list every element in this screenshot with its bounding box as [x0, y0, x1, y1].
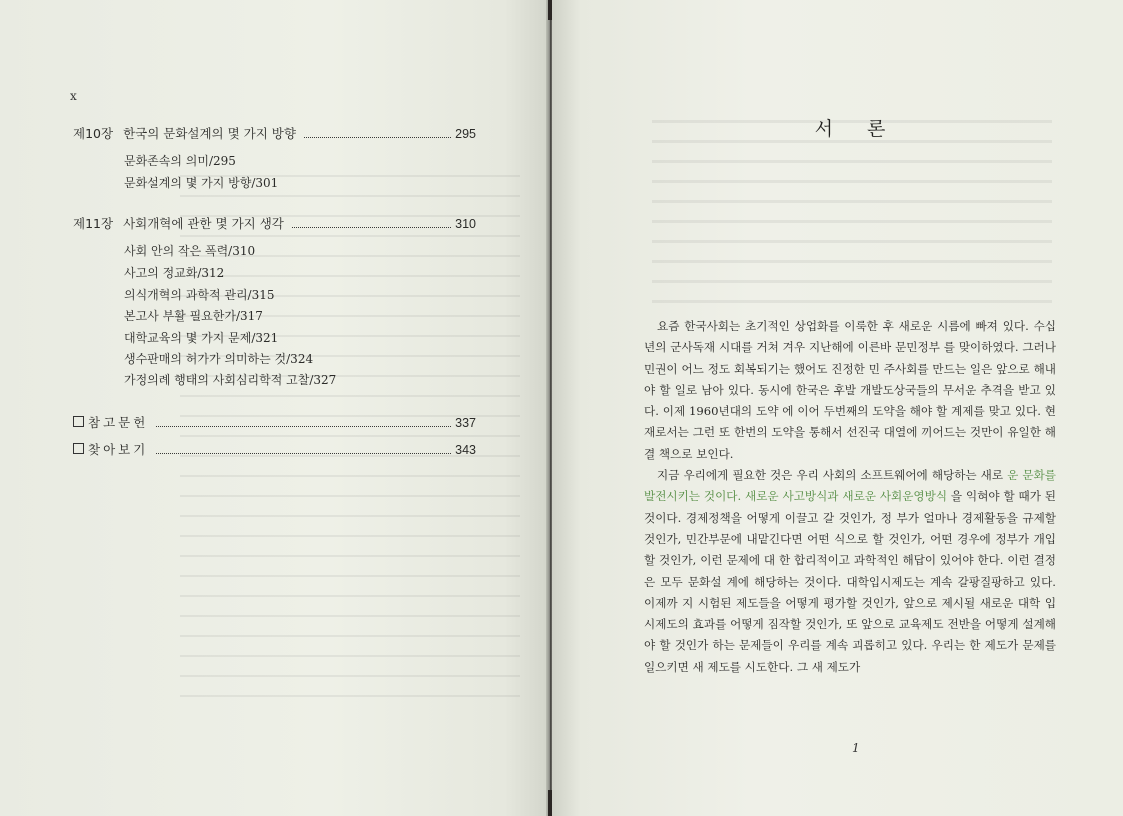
paragraph: [644, 465, 1056, 678]
appendix-page-number: 343: [455, 443, 476, 457]
text-line: 지금 우리에게 필요한 것은 우리 사회의 소프트웨어에 해당하는 새로: [657, 468, 1004, 483]
toc-section: 대학교육의 몇 가지 문제/321: [124, 331, 279, 345]
chapter-number: 제10장: [73, 126, 114, 141]
toc-section: 사회 안의 작은 폭력/310: [124, 244, 256, 258]
text-line: 요즘 한국사회는 초기적인 상업화를 이룩한 후 새로운 시름에 빠져: [657, 319, 998, 333]
page-number: 1: [852, 741, 860, 755]
paragraph: [644, 316, 1056, 465]
toc-section: 문화설계의 몇 가지 방향/301: [124, 176, 279, 190]
text-line: 주사회를 만드는 일은 앞으로 해내야 할 일로 남아 있다. 동시에 한국은: [644, 361, 1056, 397]
chapter-title: 사회개혁에 관한 몇 가지 생각: [123, 216, 284, 231]
toc-index: [73, 440, 476, 458]
toc-section: 생수판매의 허가가 의미하는 것/324: [124, 352, 314, 366]
dot-leader: [304, 137, 451, 138]
chapter-number: 제11장: [73, 216, 114, 231]
text-line: 있다. 수십 년의 군사독재 시대를 거쳐 겨우 지난해에 이른바 문민정부: [644, 319, 1056, 355]
text-line: 우리는 한 제도가 문제를 일으키면 새 제도를 시도한다. 그 새 제도가: [644, 638, 1057, 674]
toc-section: 본고사 부활 필요한가/317: [124, 309, 263, 323]
chapter-page-number: 310: [455, 217, 476, 231]
text-line: 한 합리적이고 과학적인 해답이 있어야 한다. 이런 결정은 모두 문화설: [644, 553, 1056, 589]
page-folio-roman: x: [70, 89, 77, 103]
toc-section: 문화존속의 의미/295: [124, 154, 236, 168]
text-line: 식으로 할 것인가, 어떤 경우에 정부가 개입할 것인가, 이런 문제에 대: [644, 531, 1056, 568]
chapter-title: 한국의 문화설계의 몇 가지 방향: [123, 126, 296, 141]
dot-leader: [156, 426, 451, 427]
appendix-page-number: 337: [455, 416, 476, 430]
text-line: 부가 얼마나 경제활동을 규제할 것인가, 민간부문에 내맡긴다면 어떤: [644, 510, 1056, 546]
dot-leader: [156, 453, 451, 454]
chapter-page-number: 295: [455, 127, 476, 141]
right-page: [552, 0, 1123, 816]
dot-leader: [292, 227, 451, 228]
appendix-label: 참고문헌: [88, 415, 149, 430]
left-page: [0, 0, 548, 816]
text-line: 지 시험된 제도들을 어떻게 평가할 것인가, 앞으로 제시될 새로운 대학: [682, 595, 1041, 610]
checkbox-square-icon: [73, 443, 84, 454]
text-line: 에 이어 두번째의 도약을 해야 할 계제를 맞고 있다. 현재로서는 그런: [644, 404, 1057, 440]
text-line: 또 한번의 도약을 통해서 선진국 대열에 끼어드는 것만이 유일한 해결: [644, 425, 1057, 461]
toc-section: 의식개혁의 과학적 관리/315: [124, 288, 275, 302]
toc-section: 사고의 정교화/312: [124, 266, 225, 280]
body-text: [644, 316, 1056, 678]
toc-section: 가정의례 행태의 사회심리학적 고찰/327: [124, 373, 337, 387]
text-line: 어떻게 설계해야 할 것인가 하는 문제들이 우리를 계속 괴롭히고 있다.: [644, 617, 1056, 653]
text-line: 계에 해당하는 것이다. 대학입시제도는 계속 갈팡질팡하고 있다. 이제까: [644, 574, 1056, 610]
toc-chapter-11: [73, 214, 476, 232]
highlighted-text-line: 운 문화를 발전시키는 것이다. 새로운 사고방식과 새로운 사회운영방식: [644, 468, 1056, 504]
show-through-text: [652, 120, 1052, 310]
toc-references: [73, 413, 476, 431]
text-line: 후발 개발도상국들의 무서운 추격을 받고 있다. 이제 1960년대의 도약: [644, 382, 1056, 419]
toc-chapter-10: [73, 124, 476, 142]
text-line: 책으로 보인다.: [658, 446, 734, 461]
text-line: 를 맞이하였다. 그러나 민권이 어느 정도 회복되기는 했어도 진정한 민: [644, 340, 1056, 376]
appendix-label: 찾아보기: [88, 442, 149, 457]
text-line: 을 익혀야 할 때가 된 것이다. 경제정책을 어떻게 이끌고 갈 것인가, 정: [644, 489, 1057, 525]
text-line: 입시제도의 효과를 어떻게 짐작할 것인가, 또 앞으로 교육제도 전반을: [644, 595, 1057, 632]
page-title: 서 론: [814, 118, 900, 140]
checkbox-square-icon: [73, 416, 84, 427]
